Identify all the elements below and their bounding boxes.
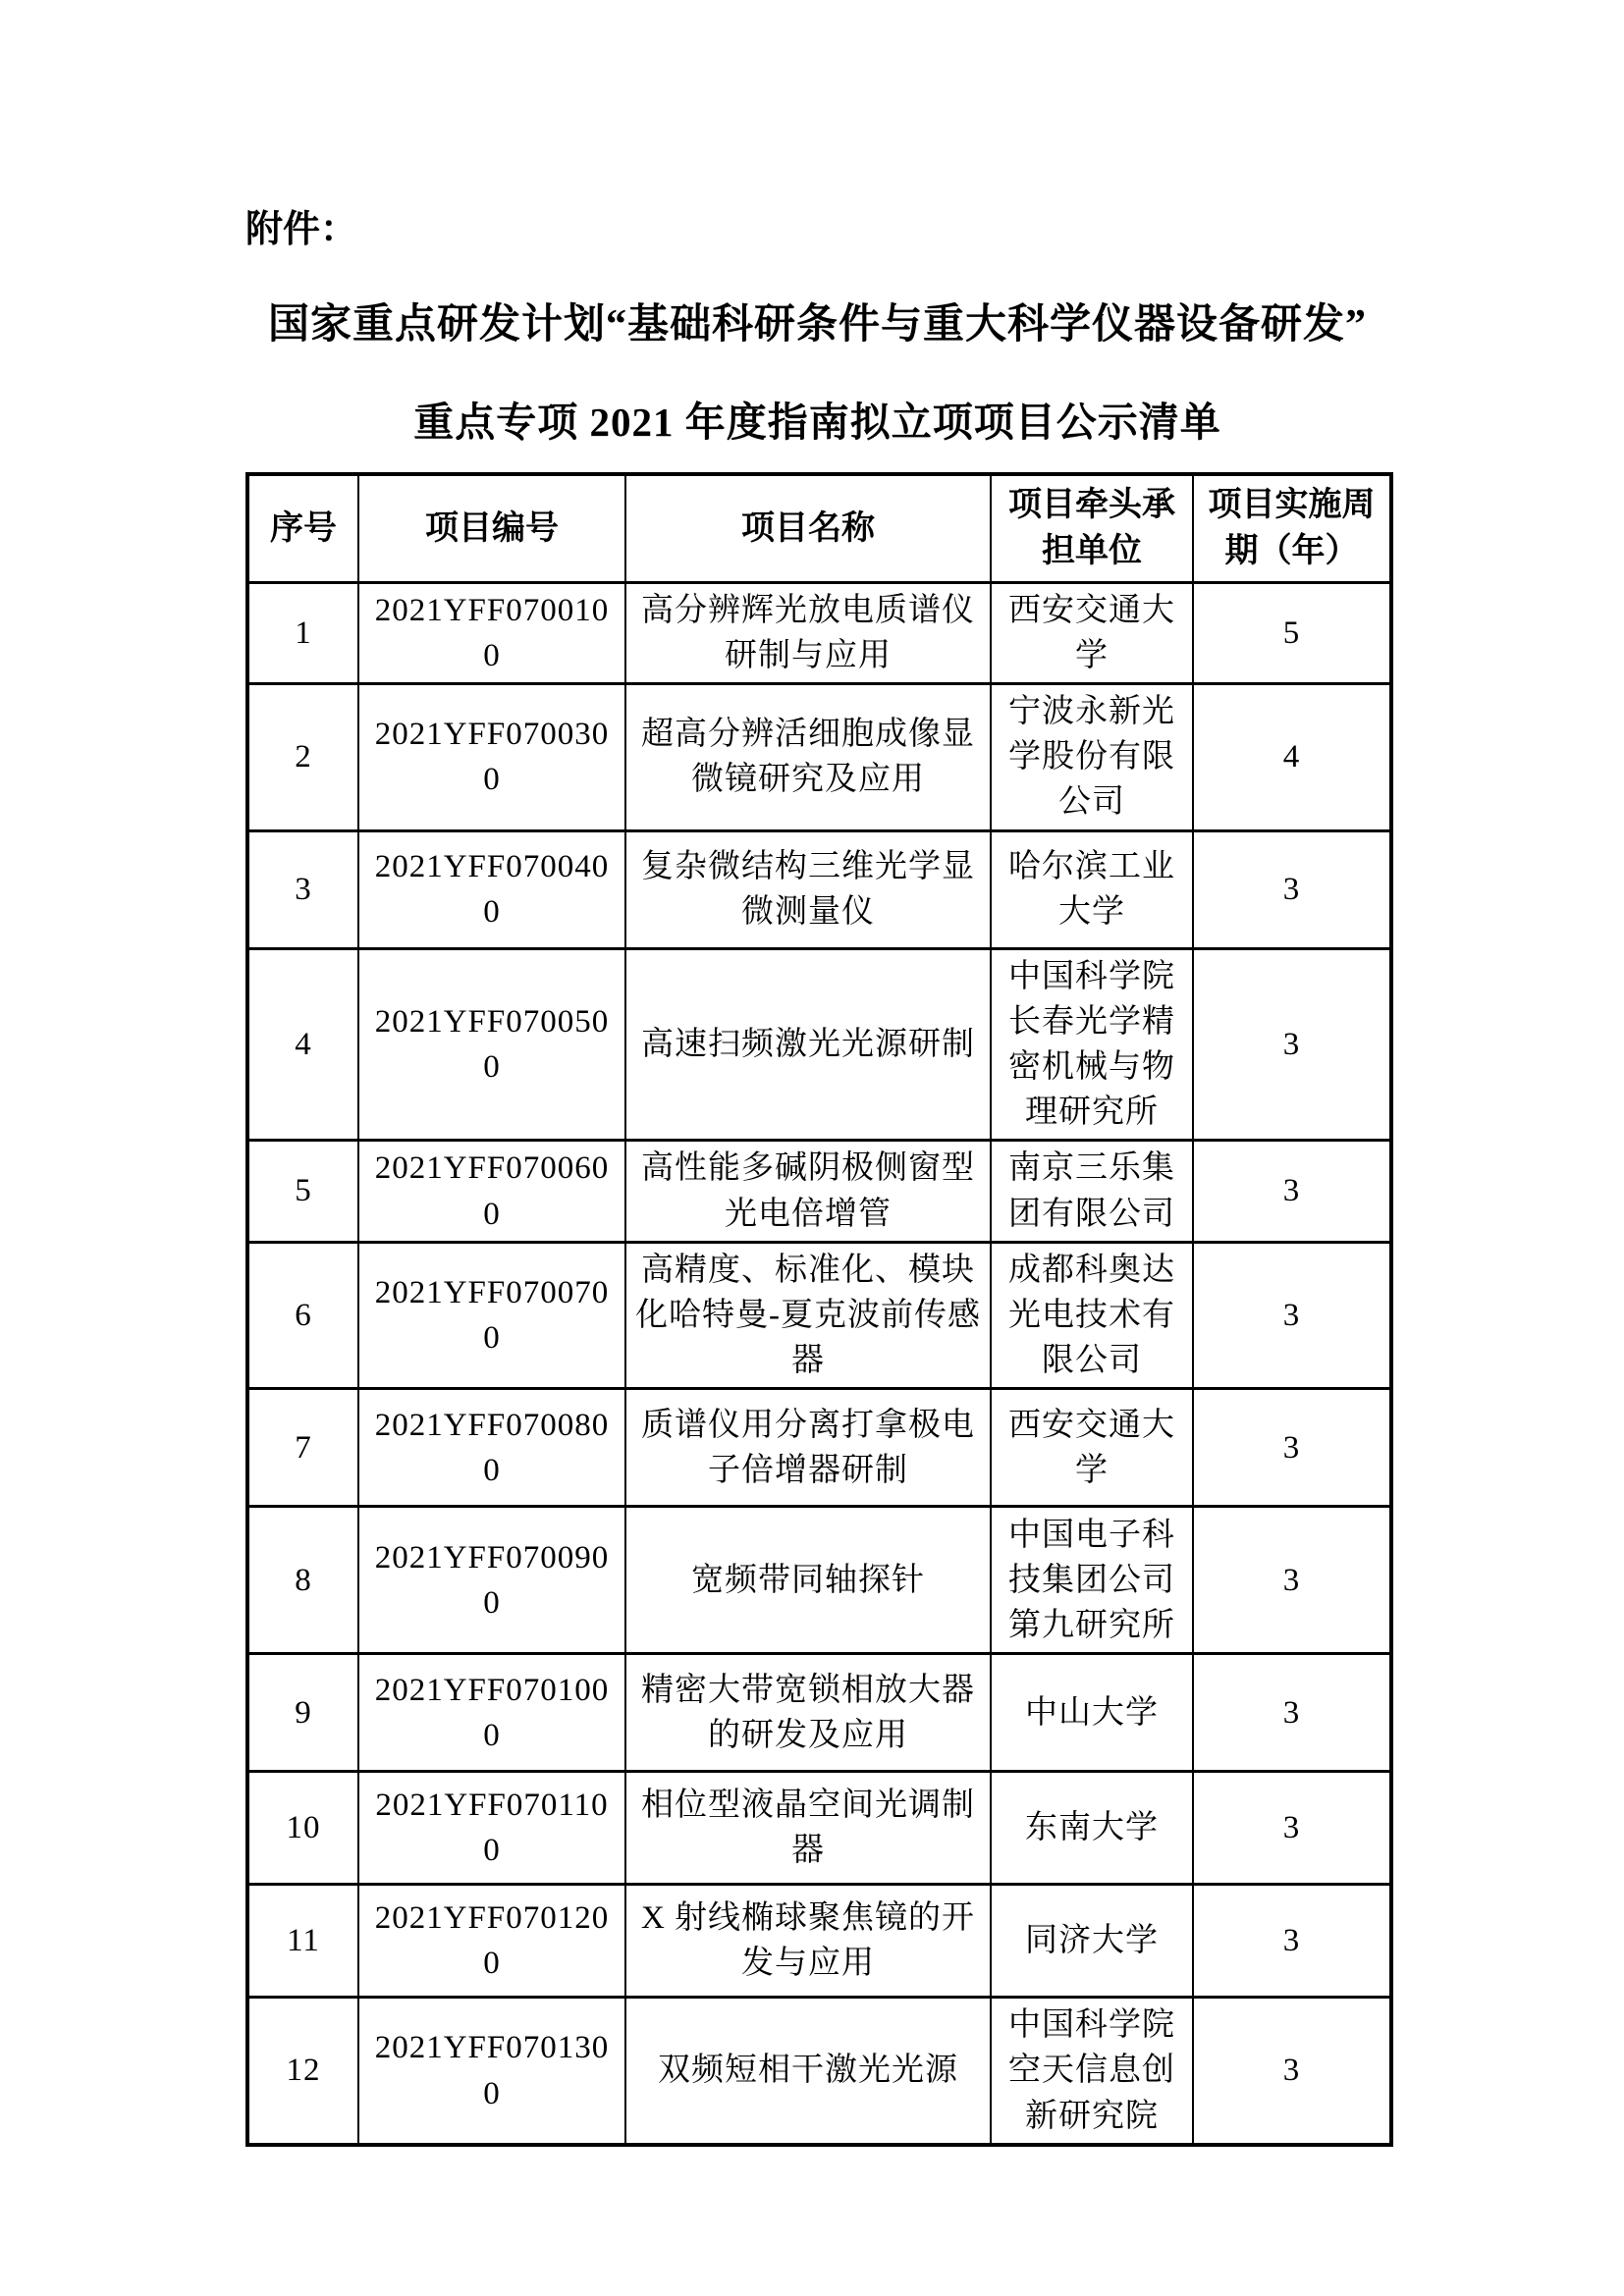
- cell-serial-number: 10: [247, 1772, 358, 1885]
- cell-serial-number: 3: [247, 830, 358, 948]
- table-row: [247, 1654, 1391, 1772]
- cell-implementation-years: 3: [1193, 1242, 1391, 1389]
- cell-serial-number: 11: [247, 1885, 358, 1998]
- cell-project-name: 宽频带同轴探针: [625, 1507, 991, 1654]
- cell-project-code: 2021YFF0701100: [358, 1772, 625, 1885]
- cell-lead-organization: 西安交通大学: [991, 582, 1193, 683]
- cell-project-name: 高分辨辉光放电质谱仪研制与应用: [625, 582, 991, 683]
- cell-project-code: 2021YFF0700900: [358, 1507, 625, 1654]
- cell-project-name: 精密大带宽锁相放大器的研发及应用: [625, 1654, 991, 1772]
- document-title-line2: 重点专项 2021 年度指南拟立项项目公示清单: [413, 399, 1221, 445]
- cell-project-name: 双频短相干激光光源: [625, 1998, 991, 2145]
- table-row: [247, 1998, 1391, 2145]
- table-header: [247, 474, 1391, 582]
- column-header-project-code: 项目编号: [358, 474, 625, 582]
- table-row: [247, 830, 1391, 948]
- cell-project-code: 2021YFF0700500: [358, 948, 625, 1141]
- cell-serial-number: 9: [247, 1654, 358, 1772]
- cell-project-name: X 射线椭球聚焦镜的开发与应用: [625, 1885, 991, 1998]
- cell-implementation-years: 3: [1193, 1654, 1391, 1772]
- column-header-serial-number: 序号: [247, 474, 358, 582]
- cell-lead-organization: 哈尔滨工业大学: [991, 830, 1193, 948]
- cell-project-name: 高精度、标准化、模块化哈特曼-夏克波前传感器: [625, 1242, 991, 1389]
- cell-project-name: 超高分辨活细胞成像显微镜研究及应用: [625, 684, 991, 831]
- table-header-row: [247, 474, 1391, 582]
- cell-project-name: 高速扫频激光光源研制: [625, 948, 991, 1141]
- cell-project-name: 高性能多碱阴极侧窗型光电倍增管: [625, 1141, 991, 1242]
- cell-serial-number: 5: [247, 1141, 358, 1242]
- cell-lead-organization: 东南大学: [991, 1772, 1193, 1885]
- cell-lead-organization: 中国科学院空天信息创新研究院: [991, 1998, 1193, 2145]
- cell-implementation-years: 3: [1193, 948, 1391, 1141]
- cell-lead-organization: 西安交通大学: [991, 1389, 1193, 1507]
- project-list-table: [245, 472, 1393, 2147]
- cell-lead-organization: 中国电子科技集团公司第九研究所: [991, 1507, 1193, 1654]
- document-title-line1: 国家重点研发计划“基础科研条件与重大科学仪器设备研发”: [267, 301, 1367, 347]
- cell-implementation-years: 3: [1193, 1389, 1391, 1507]
- cell-serial-number: 7: [247, 1389, 358, 1507]
- cell-lead-organization: 成都科奥达光电技术有限公司: [991, 1242, 1193, 1389]
- cell-implementation-years: 3: [1193, 1507, 1391, 1654]
- table-row: [247, 582, 1391, 683]
- cell-project-name: 相位型液晶空间光调制器: [625, 1772, 991, 1885]
- cell-project-code: 2021YFF0700700: [358, 1242, 625, 1389]
- cell-implementation-years: 4: [1193, 684, 1391, 831]
- cell-serial-number: 8: [247, 1507, 358, 1654]
- table-row: [247, 1507, 1391, 1654]
- cell-lead-organization: 南京三乐集团有限公司: [991, 1141, 1193, 1242]
- table-body: [247, 582, 1391, 2145]
- cell-serial-number: 12: [247, 1998, 358, 2145]
- attachment-label: 附件：: [245, 209, 358, 250]
- cell-project-code: 2021YFF0701300: [358, 1998, 625, 2145]
- cell-implementation-years: 3: [1193, 1772, 1391, 1885]
- cell-project-name: 质谱仪用分离打拿极电子倍增器研制: [625, 1389, 991, 1507]
- cell-project-code: 2021YFF0700300: [358, 684, 625, 831]
- column-header-lead-organization: 项目牵头承担单位: [991, 474, 1193, 582]
- cell-lead-organization: 中山大学: [991, 1654, 1193, 1772]
- cell-implementation-years: 3: [1193, 1141, 1391, 1242]
- cell-project-name: 复杂微结构三维光学显微测量仪: [625, 830, 991, 948]
- table-row: [247, 684, 1391, 831]
- table-row: [247, 1772, 1391, 1885]
- column-header-implementation-period: 项目实施周期（年）: [1193, 474, 1391, 582]
- cell-project-code: 2021YFF0700100: [358, 582, 625, 683]
- cell-project-code: 2021YFF0700800: [358, 1389, 625, 1507]
- cell-project-code: 2021YFF0701000: [358, 1654, 625, 1772]
- column-header-project-name: 项目名称: [625, 474, 991, 582]
- document-content: [245, 0, 1389, 2147]
- cell-implementation-years: 5: [1193, 582, 1391, 683]
- cell-lead-organization: 宁波永新光学股份有限公司: [991, 684, 1193, 831]
- cell-serial-number: 4: [247, 948, 358, 1141]
- cell-project-code: 2021YFF0700400: [358, 830, 625, 948]
- table-row: [247, 1141, 1391, 1242]
- cell-lead-organization: 同济大学: [991, 1885, 1193, 1998]
- cell-serial-number: 6: [247, 1242, 358, 1389]
- cell-implementation-years: 3: [1193, 1998, 1391, 2145]
- table-row: [247, 948, 1391, 1141]
- cell-implementation-years: 3: [1193, 1885, 1391, 1998]
- cell-serial-number: 1: [247, 582, 358, 683]
- table-row: [247, 1242, 1391, 1389]
- table-row: [247, 1885, 1391, 1998]
- cell-serial-number: 2: [247, 684, 358, 831]
- cell-project-code: 2021YFF0701200: [358, 1885, 625, 1998]
- cell-lead-organization: 中国科学院长春光学精密机械与物理研究所: [991, 948, 1193, 1141]
- table-row: [247, 1389, 1391, 1507]
- cell-implementation-years: 3: [1193, 830, 1391, 948]
- cell-project-code: 2021YFF0700600: [358, 1141, 625, 1242]
